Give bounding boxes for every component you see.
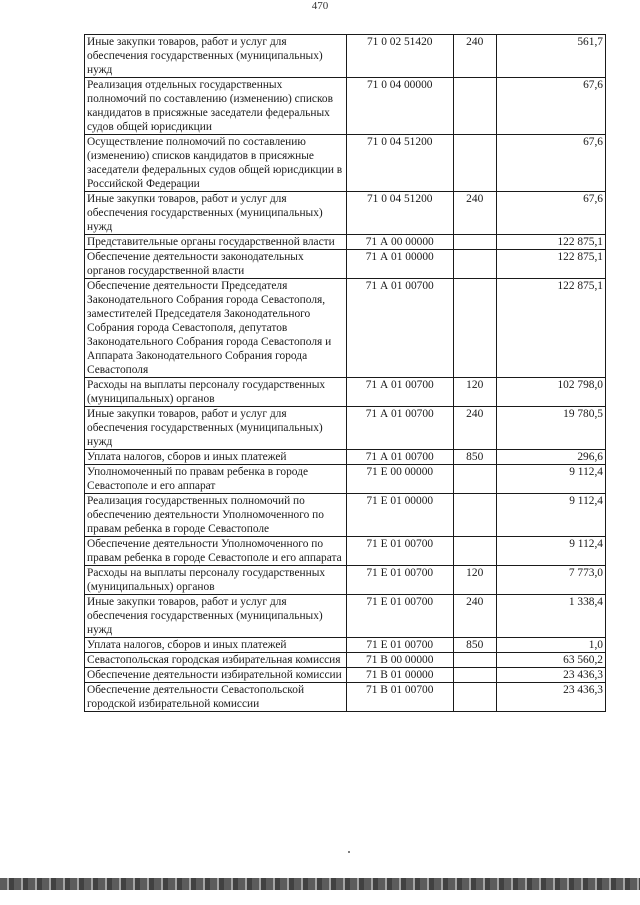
budget-table <box>84 34 606 712</box>
row-csr: 71 А 01 00700 <box>346 450 453 465</box>
row-name: Иные закупки товаров, работ и услуг для обеспечения государственных (муниципальных) нужд <box>85 35 347 78</box>
table-row <box>85 494 606 537</box>
row-amount: 9 112,4 <box>496 494 606 537</box>
table-row <box>85 566 606 595</box>
row-name: Обеспечение деятельности Уполномоченного по правам ребенка в городе Севастополе и его аппарата <box>85 537 347 566</box>
row-vr: 240 <box>453 407 496 450</box>
row-amount: 1 338,4 <box>496 595 606 638</box>
row-amount: 67,6 <box>496 192 606 235</box>
row-vr <box>453 235 496 250</box>
row-csr: 71 0 04 51200 <box>346 135 453 192</box>
row-name: Реализация государственных полномочий по обеспечению деятельности Уполномоченного по правам ребенка в городе Севастополе <box>85 494 347 537</box>
row-vr <box>453 465 496 494</box>
row-csr: 71 0 04 00000 <box>346 78 453 135</box>
row-vr <box>453 537 496 566</box>
row-vr: 240 <box>453 35 496 78</box>
row-amount: 102 798,0 <box>496 378 606 407</box>
row-amount: 7 773,0 <box>496 566 606 595</box>
row-csr: 71 Е 00 00000 <box>346 465 453 494</box>
row-vr <box>453 250 496 279</box>
table-row <box>85 35 606 78</box>
row-amount: 296,6 <box>496 450 606 465</box>
row-name: Уплата налогов, сборов и иных платежей <box>85 638 347 653</box>
row-vr: 120 <box>453 378 496 407</box>
scan-edge-rule <box>0 878 640 890</box>
row-csr: 71 В 00 00000 <box>346 653 453 668</box>
row-name: Реализация отдельных государственных полномочий по составлению (изменению) списков кандидатов в присяжные заседатели федеральных судов общей юрисдикции <box>85 78 347 135</box>
row-name: Обеспечение деятельности законодательных органов государственной власти <box>85 250 347 279</box>
row-name: Осуществление полномочий по составлению (изменению) списков кандидатов в присяжные заседатели федеральных судов общей юрисдикции в Российской Федерации <box>85 135 347 192</box>
row-amount: 122 875,1 <box>496 279 606 378</box>
row-amount: 23 436,3 <box>496 668 606 683</box>
row-name: Севастопольская городская избирательная комиссия <box>85 653 347 668</box>
row-csr: 71 Е 01 00700 <box>346 595 453 638</box>
row-vr: 240 <box>453 192 496 235</box>
row-csr: 71 Е 01 00000 <box>346 494 453 537</box>
table-row <box>85 407 606 450</box>
row-name: Иные закупки товаров, работ и услуг для обеспечения государственных (муниципальных) нужд <box>85 192 347 235</box>
row-amount: 9 112,4 <box>496 537 606 566</box>
page-number: 470 <box>311 0 329 12</box>
row-name: Иные закупки товаров, работ и услуг для обеспечения государственных (муниципальных) нужд <box>85 407 347 450</box>
scan-speck <box>348 851 350 853</box>
row-name: Обеспечение деятельности Председателя Законодательного Собрания города Севастополя, заместителей Председателя Законодательного Собрания города Севастополя, депутатов Законодательного Собрания города Севастополя и Аппарата Законодательного Собрания города Севастополя <box>85 279 347 378</box>
table-row <box>85 235 606 250</box>
row-amount: 67,6 <box>496 135 606 192</box>
row-amount: 23 436,3 <box>496 683 606 712</box>
row-name: Расходы на выплаты персоналу государственных (муниципальных) органов <box>85 378 347 407</box>
row-name: Уполномоченный по правам ребенка в городе Севастополе и его аппарат <box>85 465 347 494</box>
table-row <box>85 638 606 653</box>
row-name: Расходы на выплаты персоналу государственных (муниципальных) органов <box>85 566 347 595</box>
row-name: Уплата налогов, сборов и иных платежей <box>85 450 347 465</box>
row-vr <box>453 683 496 712</box>
row-amount: 67,6 <box>496 78 606 135</box>
row-amount: 561,7 <box>496 35 606 78</box>
row-csr: 71 В 01 00700 <box>346 683 453 712</box>
row-csr: 71 Е 01 00700 <box>346 566 453 595</box>
row-amount: 63 560,2 <box>496 653 606 668</box>
row-amount: 19 780,5 <box>496 407 606 450</box>
table-row <box>85 465 606 494</box>
row-vr <box>453 279 496 378</box>
table-row <box>85 668 606 683</box>
row-csr: 71 0 02 51420 <box>346 35 453 78</box>
row-vr: 240 <box>453 595 496 638</box>
row-vr: 850 <box>453 450 496 465</box>
row-vr <box>453 78 496 135</box>
table-row <box>85 192 606 235</box>
row-amount: 122 875,1 <box>496 250 606 279</box>
row-vr <box>453 653 496 668</box>
table-row <box>85 595 606 638</box>
table-row <box>85 135 606 192</box>
row-vr: 120 <box>453 566 496 595</box>
row-csr: 71 А 01 00700 <box>346 407 453 450</box>
table-row <box>85 653 606 668</box>
row-csr: 71 А 01 00700 <box>346 279 453 378</box>
table-row <box>85 378 606 407</box>
row-amount: 1,0 <box>496 638 606 653</box>
row-name: Обеспечение деятельности Севастопольской городской избирательной комиссии <box>85 683 347 712</box>
row-csr: 71 Е 01 00700 <box>346 537 453 566</box>
table-row <box>85 450 606 465</box>
row-name: Обеспечение деятельности избирательной комиссии <box>85 668 347 683</box>
table-row <box>85 78 606 135</box>
row-amount: 122 875,1 <box>496 235 606 250</box>
row-name: Представительные органы государственной власти <box>85 235 347 250</box>
row-csr: 71 В 01 00000 <box>346 668 453 683</box>
row-csr: 71 Е 01 00700 <box>346 638 453 653</box>
row-csr: 71 0 04 51200 <box>346 192 453 235</box>
row-amount: 9 112,4 <box>496 465 606 494</box>
row-vr <box>453 668 496 683</box>
row-csr: 71 А 01 00000 <box>346 250 453 279</box>
row-csr: 71 А 00 00000 <box>346 235 453 250</box>
table-row <box>85 537 606 566</box>
table-row <box>85 683 606 712</box>
row-vr <box>453 494 496 537</box>
table-row <box>85 250 606 279</box>
row-vr: 850 <box>453 638 496 653</box>
row-vr <box>453 135 496 192</box>
row-csr: 71 А 01 00700 <box>346 378 453 407</box>
table-row <box>85 279 606 378</box>
row-name: Иные закупки товаров, работ и услуг для обеспечения государственных (муниципальных) нужд <box>85 595 347 638</box>
